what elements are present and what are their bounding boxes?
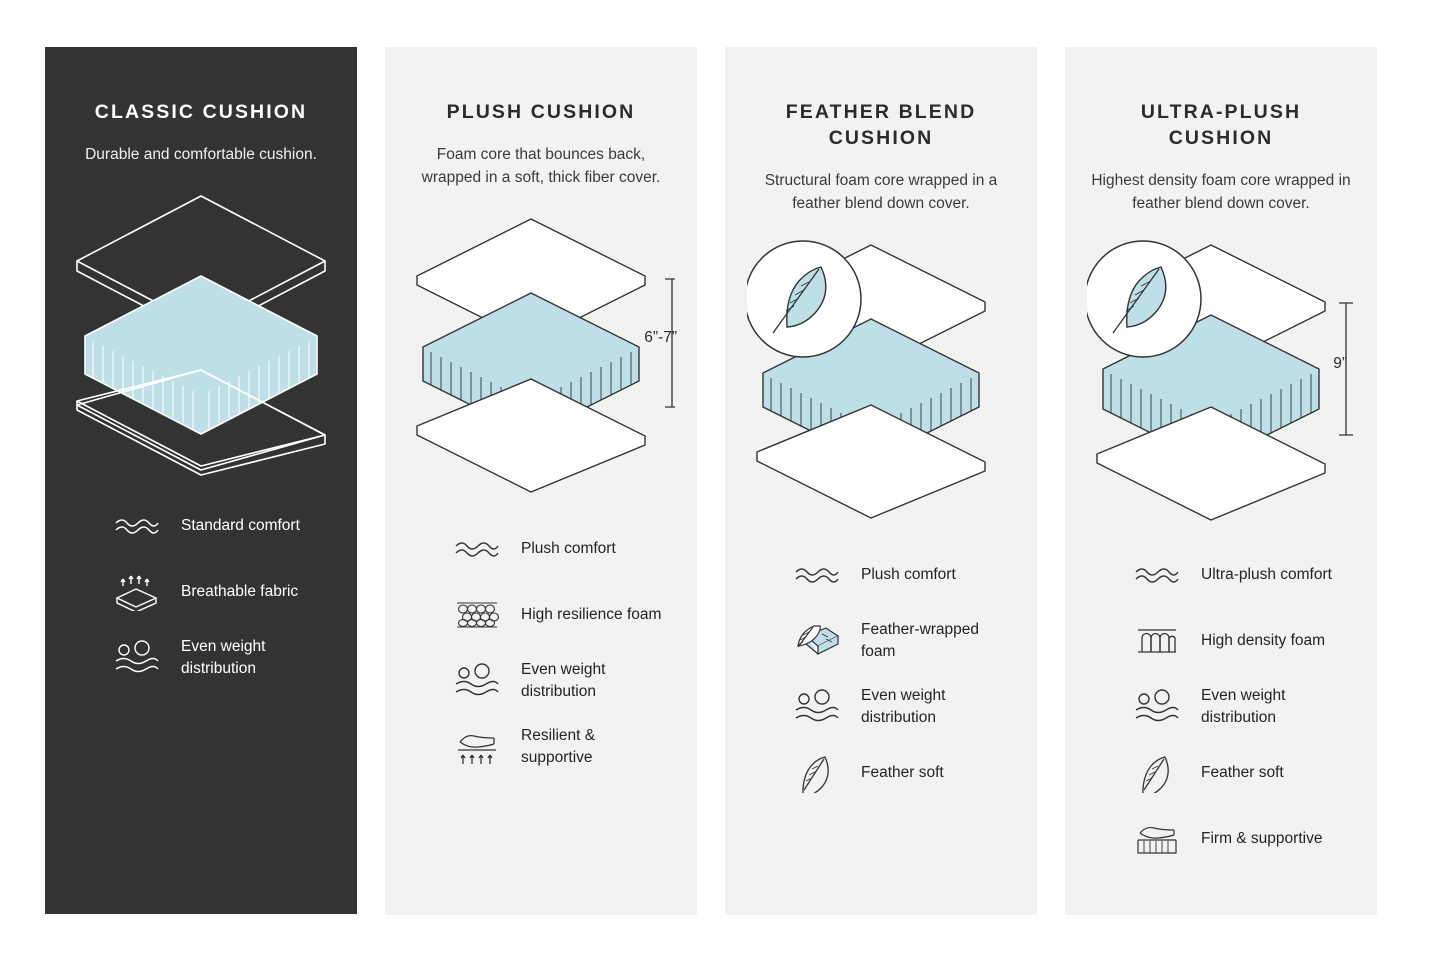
high-density-foam-icon <box>1131 626 1183 656</box>
cushion-diagram-ultra-plush <box>1087 237 1355 537</box>
feature-label: Feather-wrapped foam <box>861 621 980 660</box>
page-title: PLUSH CUSHION <box>446 101 636 123</box>
feather-badge-icon <box>747 241 861 357</box>
resilient-support-icon <box>451 728 503 766</box>
list-item <box>791 553 1009 597</box>
breathable-fabric-icon <box>111 573 163 611</box>
list-item <box>111 504 329 548</box>
list-item <box>451 725 669 769</box>
dimension-label: 6”-7” <box>644 329 677 346</box>
cushion-card-ultra-plush[interactable] <box>1065 47 1377 915</box>
list-item <box>1131 619 1349 663</box>
dimension-label: 9” <box>1333 355 1347 372</box>
wave-lines-icon <box>111 515 163 537</box>
even-weight-distribution-icon <box>1131 689 1183 725</box>
even-weight-distribution-icon <box>111 640 163 676</box>
card-description: Foam core that bounces back, wrapped in a soft, thick fiber cover. <box>421 146 661 186</box>
feature-label: Even weight distribution <box>1201 687 1286 726</box>
list-item <box>451 527 669 571</box>
feature-label: Even weight distribution <box>181 638 266 677</box>
features-list <box>67 504 335 680</box>
list-item <box>111 636 329 680</box>
feature-label: High density foam <box>1201 632 1326 649</box>
cushion-diagram-classic <box>67 188 335 488</box>
card-description: Durable and comfortable cushion. <box>85 146 317 163</box>
feature-label: Resilient & supportive <box>521 727 596 766</box>
firm-support-icon <box>1131 821 1183 857</box>
feature-label: Feather soft <box>861 764 944 781</box>
features-list <box>407 527 675 769</box>
page-title: ULTRA-PLUSH CUSHION <box>1140 101 1302 149</box>
page-title: FEATHER BLEND CUSHION <box>785 101 977 149</box>
cushion-card-classic[interactable] <box>45 47 357 914</box>
feature-label: Even weight distribution <box>521 661 606 700</box>
feature-label: Even weight distribution <box>861 687 946 726</box>
wave-lines-icon <box>451 538 503 560</box>
feature-label: Plush comfort <box>521 540 616 557</box>
list-item <box>791 751 1009 795</box>
feature-label: Ultra-plush comfort <box>1201 566 1332 583</box>
list-item <box>1131 751 1349 795</box>
feather-icon <box>1131 753 1183 793</box>
cushion-card-feather-blend[interactable] <box>725 47 1037 915</box>
list-item <box>451 593 669 637</box>
exploded-cushion-illustration <box>67 188 335 478</box>
list-item <box>451 659 669 703</box>
feature-label: High resilience foam <box>521 606 662 623</box>
feather-badge-icon <box>1087 241 1201 357</box>
list-item <box>1131 553 1349 597</box>
list-item <box>1131 685 1349 729</box>
feature-label: Feather soft <box>1201 764 1284 781</box>
exploded-cushion-illustration <box>747 237 1015 527</box>
list-item <box>1131 817 1349 861</box>
card-description: Highest density foam core wrapped in feather blend down cover. <box>1091 172 1351 212</box>
feature-label: Firm & supportive <box>1201 830 1323 847</box>
exploded-cushion-illustration <box>1087 237 1355 527</box>
cushion-diagram-plush <box>407 211 675 511</box>
list-item <box>111 570 329 614</box>
feature-label: Breathable fabric <box>181 583 299 600</box>
feature-label: Standard comfort <box>181 517 300 534</box>
cushion-diagram-feather-blend <box>747 237 1015 537</box>
features-list <box>747 553 1015 795</box>
card-description: Structural foam core wrapped in a feather blend down cover. <box>764 172 998 212</box>
exploded-cushion-illustration <box>407 211 675 501</box>
feather-wrapped-foam-icon <box>791 622 843 660</box>
wave-lines-icon <box>791 564 843 586</box>
even-weight-distribution-icon <box>791 689 843 725</box>
feature-label: Plush comfort <box>861 566 956 583</box>
features-list <box>1087 553 1355 861</box>
wave-lines-icon <box>1131 564 1183 586</box>
honeycomb-foam-icon <box>451 598 503 632</box>
page-title: CLASSIC CUSHION <box>94 101 308 123</box>
even-weight-distribution-icon <box>451 663 503 699</box>
list-item <box>791 685 1009 729</box>
feather-icon <box>791 753 843 793</box>
cushion-card-plush[interactable] <box>385 47 697 915</box>
list-item <box>791 619 1009 663</box>
